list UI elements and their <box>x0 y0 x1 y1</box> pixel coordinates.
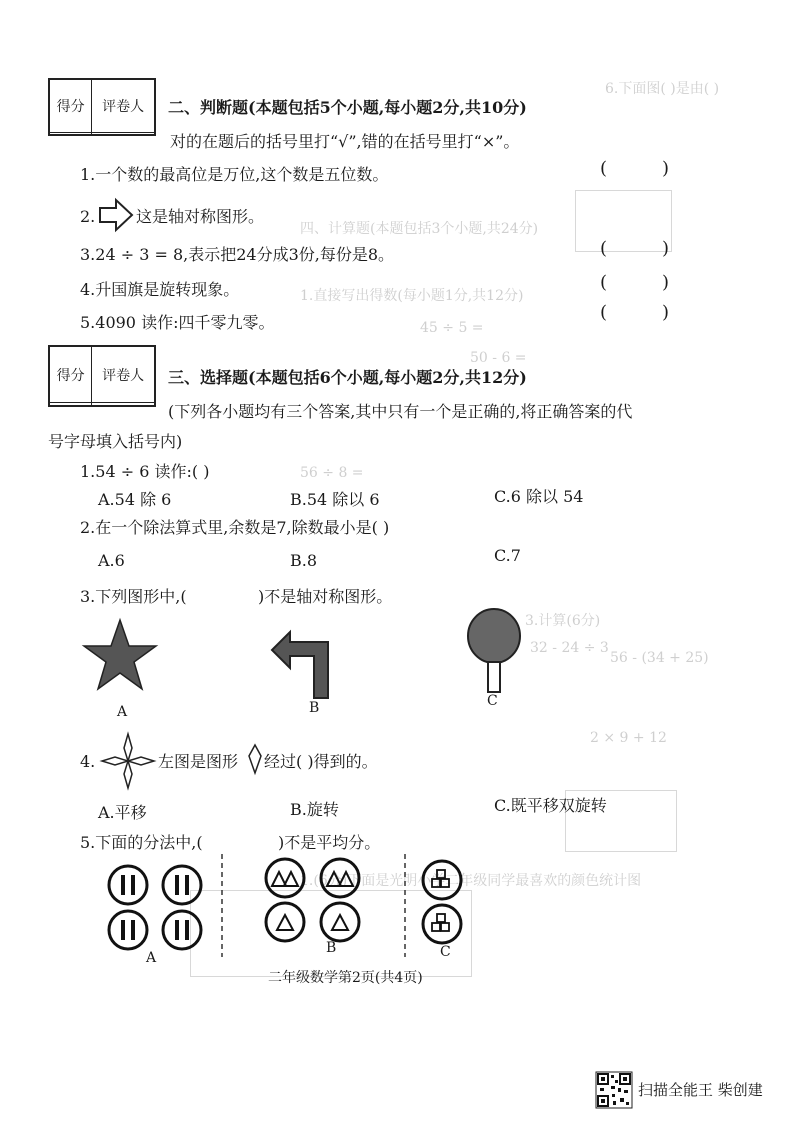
choice-question-4-number: 4. <box>80 752 96 771</box>
section2-title: 二、判断题(本题包括5个小题,每小题2分,共10分) <box>168 98 527 117</box>
choice-2-option-c: C.7 <box>494 546 521 565</box>
ping-pong-paddle-icon <box>465 608 523 698</box>
circle-squares-icon <box>423 861 461 899</box>
choice-question-5-suffix: )不是平均分。 <box>278 833 381 852</box>
figure-label-c: C <box>487 693 498 709</box>
division-figure-group <box>100 852 480 962</box>
judge-question-5: 5.4090 读作:四千零九零。 <box>80 313 275 332</box>
figure-label-b: B <box>326 940 337 956</box>
figure-label-c: C <box>440 944 451 960</box>
score-box-section3 <box>48 345 156 407</box>
answer-paren-left-4: ( <box>600 272 608 293</box>
judge-question-3: 3.24 ÷ 3 = 8,表示把24分成3份,每份是8。 <box>80 245 395 264</box>
choice-1-option-b: B.54 除以 6 <box>290 490 380 509</box>
flower-shape-icon <box>100 732 156 790</box>
score-label: 得分 <box>50 347 92 403</box>
circle-triangles-icon <box>266 859 304 897</box>
page-footer: 二年级数学第2页(共4页) <box>268 970 423 986</box>
turn-arrow-icon <box>266 628 338 700</box>
circle-squares-icon <box>423 905 461 943</box>
bleed-through-text: 50 - 6 = <box>470 350 527 366</box>
answer-paren-left-1: ( <box>600 158 608 179</box>
grader-cell[interactable] <box>92 132 155 135</box>
choice-4-option-a: A.平移 <box>98 803 147 822</box>
star-icon <box>82 618 158 692</box>
choice-question-1: 1.54 ÷ 6 读作:( ) <box>80 462 210 481</box>
choice-question-3-prefix: 3.下列图形中,( <box>80 587 187 606</box>
bleed-through-text: 3.计算(6分) <box>525 613 601 629</box>
answer-paren-right-1: ) <box>662 158 670 179</box>
circle-bars-icon <box>109 911 147 949</box>
circle-bars-icon <box>109 866 147 904</box>
choice-question-4-suffix: 经过( )得到的。 <box>264 752 378 771</box>
bleed-through-text: 56 - (34 + 25) <box>610 650 709 666</box>
figure-label-a: A <box>117 704 128 720</box>
circle-bars-icon <box>163 911 201 949</box>
answer-paren-right-3: ) <box>662 238 670 259</box>
bleed-through-text: 2 × 9 + 12 <box>590 730 667 746</box>
circle-triangles-icon <box>321 859 359 897</box>
figure-label-a: A <box>146 950 157 966</box>
section3-instruction-line2: 号字母填入括号内) <box>48 432 183 451</box>
choice-question-5-prefix: 5.下面的分法中,( <box>80 833 203 852</box>
answer-paren-right-4: ) <box>662 272 670 293</box>
choice-2-option-a: A.6 <box>98 551 125 570</box>
score-cell[interactable] <box>50 132 92 135</box>
judge-question-1: 1.一个数的最高位是万位,这个数是五位数。 <box>80 165 389 184</box>
section2-instruction: 对的在题后的括号里打“√”,错的在括号里打“×”。 <box>170 132 520 151</box>
circle-triangle-icon <box>321 903 359 941</box>
section3-instruction-line1: (下列各小题均有三个答案,其中只有一个是正确的,将正确答案的代 <box>168 402 633 421</box>
grader-label: 评卷人 <box>92 347 155 403</box>
judge-question-2-number: 2. <box>80 207 96 226</box>
judge-question-4: 4.升国旗是旋转现象。 <box>80 280 240 299</box>
answer-paren-right-5: ) <box>662 302 670 323</box>
choice-1-option-c: C.6 除以 54 <box>494 487 584 506</box>
watermark-text: 扫描全能王 柴创建 <box>638 1081 763 1099</box>
qr-code-icon <box>596 1072 632 1108</box>
score-cell[interactable] <box>50 403 92 406</box>
choice-question-2: 2.在一个除法算式里,余数是7,除数最小是( ) <box>80 518 390 537</box>
choice-2-option-b: B.8 <box>290 551 318 570</box>
bleed-through-text: 56 ÷ 8 = <box>300 465 364 481</box>
arrow-right-icon <box>98 198 134 232</box>
circle-triangle-icon <box>266 903 304 941</box>
bleed-through-text: 32 - 24 ÷ 3 <box>530 640 609 656</box>
choice-1-option-a: A.54 除 6 <box>98 490 172 509</box>
grader-cell[interactable] <box>92 403 155 406</box>
bleed-through-text: 45 ÷ 5 = <box>420 320 484 336</box>
bleed-through-text: 6.下面图( )是由( ) <box>605 81 720 97</box>
judge-question-2-text: 这是轴对称图形。 <box>136 207 265 226</box>
bleed-through-text: 1.直接写出得数(每小题1分,共12分) <box>300 288 524 304</box>
score-box-section2 <box>48 78 156 136</box>
score-label: 得分 <box>50 80 92 133</box>
petal-shape-icon <box>247 744 263 774</box>
choice-4-option-b: B.旋转 <box>290 800 339 819</box>
figure-label-b: B <box>309 700 320 716</box>
bleed-through-box <box>575 190 672 252</box>
bleed-through-text: 1.(6分)下面是光明小学二年级同学最喜欢的颜色统计图 <box>300 873 642 889</box>
section3-title: 三、选择题(本题包括6个小题,每小题2分,共12分) <box>168 368 527 387</box>
bleed-through-text: 四、计算题(本题包括3个小题,共24分) <box>300 221 539 237</box>
choice-question-4-mid: 左图是图形 <box>158 752 239 771</box>
answer-paren-left-3: ( <box>600 238 608 259</box>
answer-paren-left-5: ( <box>600 302 608 323</box>
grader-label: 评卷人 <box>92 80 155 133</box>
choice-question-3-suffix: )不是轴对称图形。 <box>258 587 393 606</box>
choice-4-option-c: C.既平移双旋转 <box>494 796 607 815</box>
circle-bars-icon <box>163 866 201 904</box>
